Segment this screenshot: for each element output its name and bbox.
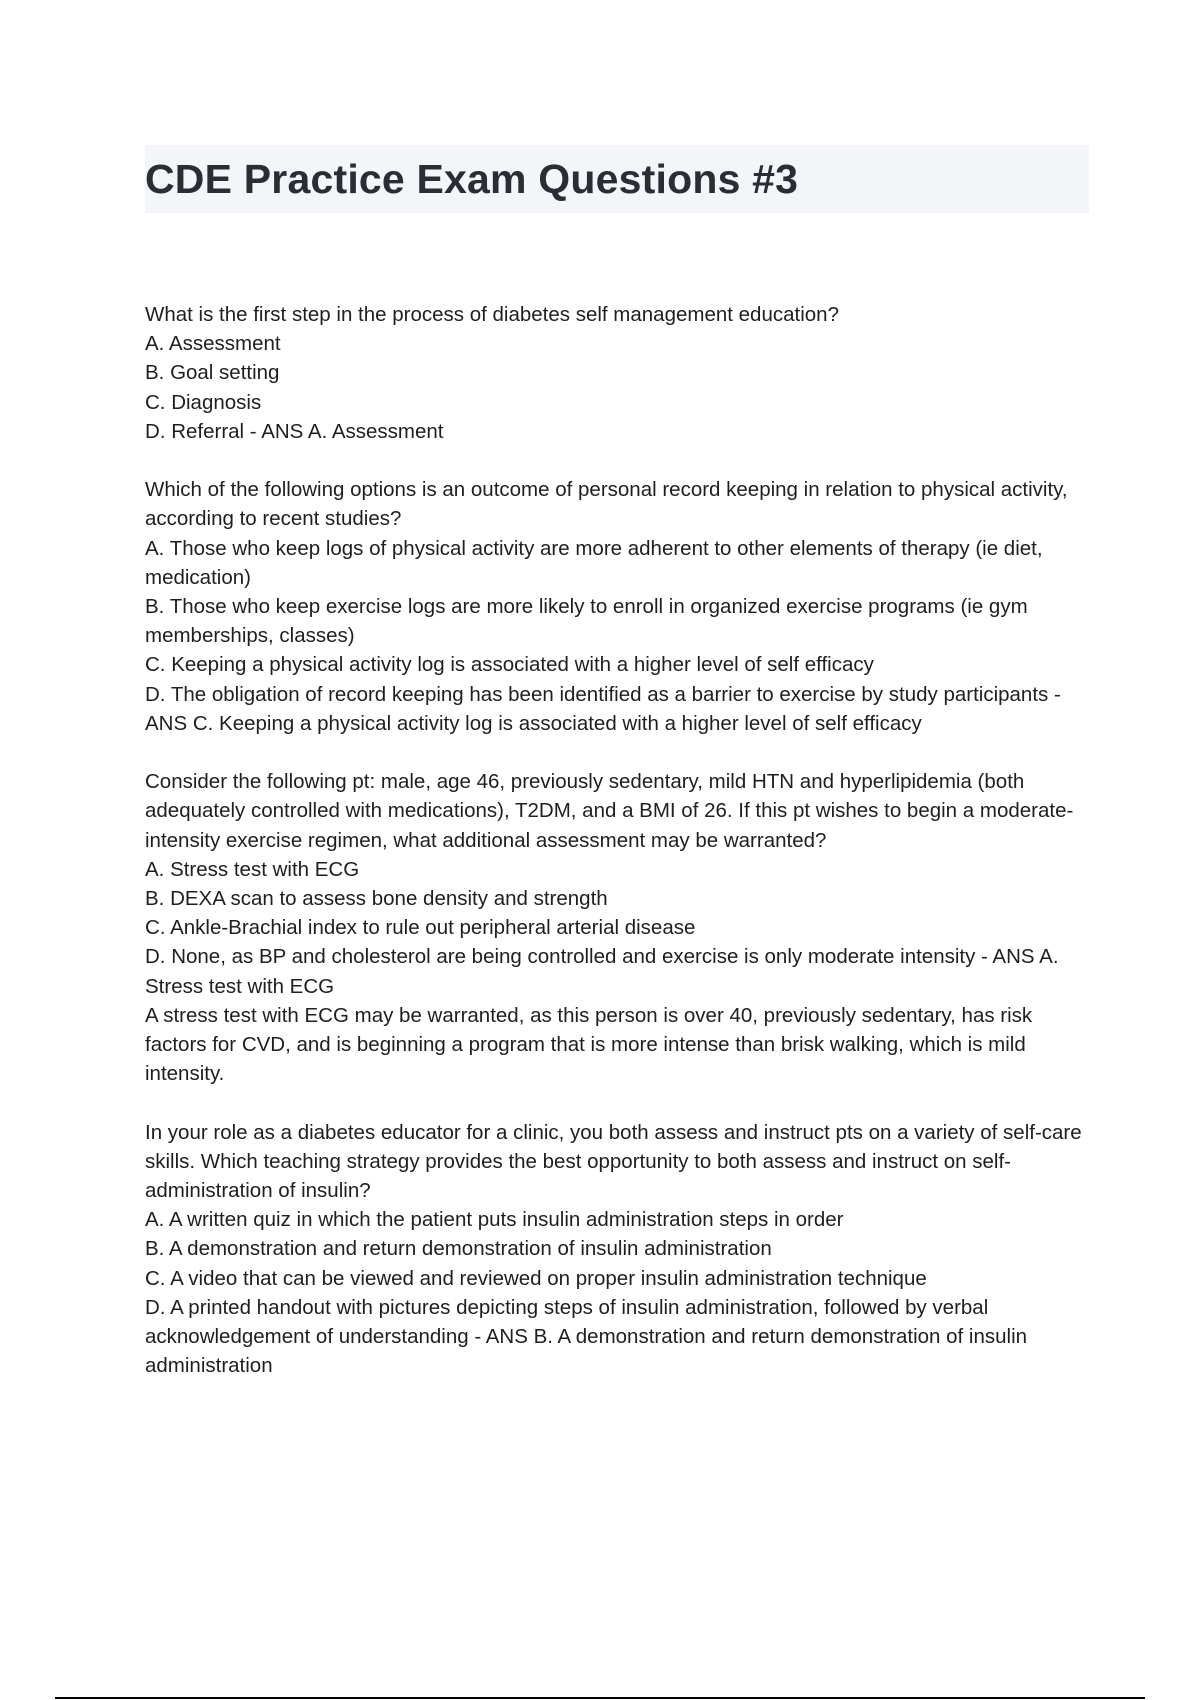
question-text: What is the first step in the process of diabetes self management education? — [145, 303, 839, 326]
answer-rationale: A stress test with ECG may be warranted, as this person is over 40, previously sedentary, has risk factors for CVD, and is beginning a program that is more intense than brisk walking, which is mild intensity. — [145, 1003, 1033, 1086]
answer-option: C. Keeping a physical activity log is associated with a higher level of self efficacy — [145, 653, 874, 677]
answer-option: A. A written quiz in which the patient puts insulin administration steps in order — [145, 1208, 844, 1232]
question-list — [145, 300, 1090, 1410]
page-title: CDE Practice Exam Questions #3 — [145, 155, 799, 202]
answer-option-with-key: D. A printed handout with pictures depicting steps of insulin administration, followed by verbal acknowledgement of understanding - ANS B. A demonstration and return demonstration of insulin administration — [145, 1295, 1028, 1378]
answer-option: A. Stress test with ECG — [145, 857, 360, 881]
answer-option: C. A video that can be viewed and reviewed on proper insulin administration technique — [145, 1266, 927, 1290]
answer-option: B. DEXA scan to assess bone density and strength — [145, 887, 608, 911]
answer-option: C. Ankle-Brachial index to rule out peripheral arterial disease — [145, 916, 696, 940]
title-banner — [145, 145, 1089, 213]
answer-option-with-key: D. None, as BP and cholesterol are being controlled and exercise is only moderate intensity - ANS A. Stress test with ECG — [145, 945, 1059, 998]
answer-option: B. Those who keep exercise logs are more likely to enroll in organized exercise programs (ie gym memberships, classes) — [145, 595, 1028, 648]
answer-option: B. Goal setting — [145, 361, 280, 385]
question-text: Which of the following options is an outcome of personal record keeping in relation to physical activity, according to recent studies? — [145, 478, 1068, 531]
answer-option: A. Those who keep logs of physical activity are more adherent to other elements of therapy (ie diet, medication) — [145, 536, 1043, 589]
question-text: Consider the following pt: male, age 46, previously sedentary, mild HTN and hyperlipidemia (both adequately controlled with medications), T2DM, and a BMI of 26. If this pt wishes to begin a moderate-intensity exercise regimen, what additional assessment may be warranted? — [145, 770, 1074, 852]
answer-option-with-key: D. Referral - ANS A. Assessment — [145, 419, 444, 443]
question-block-4 — [145, 1118, 1090, 1381]
question-block-3 — [145, 767, 1090, 1088]
answer-option: A. Assessment — [145, 332, 281, 356]
answer-option: C. Diagnosis — [145, 390, 262, 414]
answer-option-with-key: D. The obligation of record keeping has been identified as a barrier to exercise by study participants - ANS C. Keeping a physical activity log is associated with a higher level of self efficacy — [145, 682, 1061, 735]
question-block-2 — [145, 475, 1090, 738]
question-block-1 — [145, 300, 1090, 446]
footer-divider — [55, 1697, 1145, 1699]
answer-option: B. A demonstration and return demonstration of insulin administration — [145, 1237, 772, 1261]
question-text: In your role as a diabetes educator for a clinic, you both assess and instruct pts on a variety of self-care skills. Which teaching strategy provides the best opportunity to both assess and instruct on self-administration of insulin? — [145, 1120, 1082, 1203]
